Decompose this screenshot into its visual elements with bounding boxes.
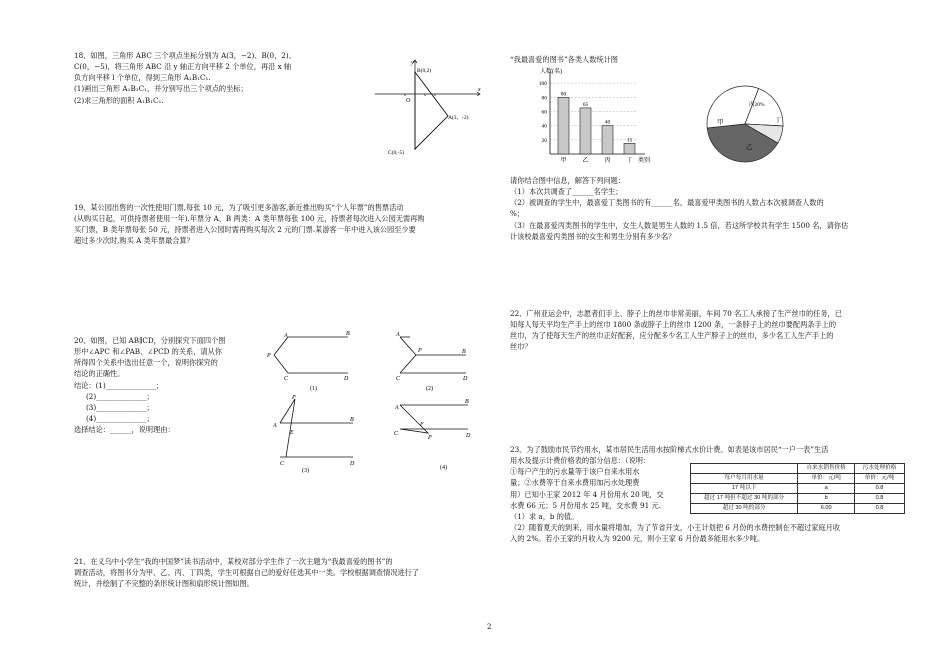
table-cell: 单价：元/吨 (855, 474, 905, 484)
y-tick-label: 20 (541, 137, 547, 144)
triangle-abc (415, 72, 448, 149)
label-a: A (395, 405, 399, 411)
q21-part-3b: 计该校最喜爱丙类图书的女生和男生分别有多少名？ (510, 231, 676, 241)
chart-title: “我最喜爱的图书”各类人数统计图 (510, 55, 618, 64)
label-c: C (284, 376, 289, 382)
q23-head-1: 23、为了鼓励市民节约用水，某市居民生活用水按阶梯式水价计费。如表是该市居民“一户一表”生活 (510, 445, 829, 454)
table-cell: 自来水销售价格 (798, 464, 855, 474)
bar-chart (520, 64, 660, 169)
caption-1: (1) (310, 386, 317, 392)
q20-line-1: 20、如图，已知 AB∥CD，分别探究下面四个图 (74, 336, 226, 345)
q23-side-4: 水费 66 元；5 月份用水 25 吨，交水费 91 元. (510, 500, 661, 510)
table-row (691, 484, 905, 494)
q21-part-2a: （2）被调查的学生中，最喜爱丁类图书的有______名，最喜爱甲类图书的人数占本次被调查人数的 (510, 198, 824, 208)
q21-line-1: 21、在义乌中小学生“我的中国梦”读书活动中，某校对部分学生作了一次主题为“我最喜爱的图书”的 (74, 557, 393, 566)
question-18 (74, 50, 364, 106)
table-cell: b (798, 494, 855, 504)
label-d: D (463, 376, 468, 382)
label-p: P (292, 395, 296, 401)
label-b: B (346, 331, 350, 337)
question-22 (510, 308, 920, 353)
q20-line-2: 形中∠APC 和∠PAB、∠PCD 的关系，请从你 (74, 347, 222, 357)
q21-line-2: 调查活动，将图书分为甲、乙、丙、丁四类，学生可根据自己的爱好任选其中一类。学校根据调查情况进行了 (74, 568, 420, 578)
bar-value-label: 65 (582, 101, 589, 108)
table-cell: 超过 17 吨但不超过 30 吨的部分 (691, 494, 798, 504)
q23-side-2: 量；②水费等于自来水费用加污水处理费 (510, 478, 640, 488)
pie-label-yi: 乙 (746, 144, 753, 151)
table-cell: 17 吨以下 (691, 484, 798, 494)
table-cell: 0.8 (855, 494, 905, 504)
q22-line-3: 丝巾，为了使每天生产的丝巾正好配套，应分配多少名工人生产脖子上的丝巾，多少名工人生产手上的 (510, 331, 834, 341)
label-b: B(0,2) (417, 68, 432, 74)
label-a: A (273, 423, 277, 429)
label-d: D (344, 376, 349, 382)
y-tick-label: 40 (541, 123, 547, 130)
table-cell: 超过 30 吨的部分 (691, 504, 798, 514)
bar-chart-ylabel: 人数(名) (540, 69, 562, 75)
table-cell: 0.8 (855, 484, 905, 494)
bar-4 (624, 143, 635, 154)
q19-line-1: 19、某公园出售的一次性使用门票,每张 10 元，为了吸引更多游客,新近推出购买“个人年票”的售票活动 (74, 203, 404, 212)
label-e: E (290, 430, 294, 436)
label-f: F (420, 422, 424, 428)
pie-label-bing: 丙20% (749, 102, 765, 108)
q20-line-3: 所得四个关系中选出任意一个，说明你探究的 (74, 358, 218, 368)
table-cell: 6.00 (798, 504, 855, 514)
bar-value-label: 80 (560, 91, 567, 98)
q20-figure-2 (388, 328, 478, 393)
pie-chart (700, 82, 790, 167)
label-b: B (465, 399, 469, 405)
table-cell (691, 464, 798, 474)
q19-line-3: 买门票，B 类年票每张 50 元，持票者进入公园时需再购买每次 2 元的门票.某游客一年中进入该公园至少要 (74, 225, 416, 235)
table-header-row (691, 474, 905, 484)
label-b: B (462, 349, 466, 355)
label-c: C (280, 461, 285, 467)
table-cell: 0.8 (855, 504, 905, 514)
label-y: y (411, 60, 414, 66)
q23-part-2a: （2）随着夏天的到来，用水量将增加，为了节省开支，小王计划把 6 月份的水费控制在不超过家庭月收 (510, 523, 840, 533)
question-19 (74, 202, 494, 247)
q21-part-2b: %； (510, 209, 525, 219)
q20-conclusion-1: 结论：(1)______________； (74, 380, 164, 390)
q23-head-2: 用水及提示计费价格表的部分信息：（说明： (510, 456, 651, 466)
q20-line-4: 结论的正确性。 (74, 369, 125, 379)
q21-line-3: 统计，并绘制了不完整的条形统计图和扇形统计图如图。 (74, 579, 254, 589)
label-p: P (418, 348, 422, 354)
q21-part-3a: （3）在最喜爱丙类图书的学生中，女生人数是男生人数的 1.5 倍，若这所学校共有学生 1500 名，请你估 (510, 220, 849, 230)
q20-figure-3 (268, 393, 368, 473)
label-d: D (350, 461, 355, 467)
q20-conclusion-3: (3)______________； (86, 402, 154, 412)
label-b: B (350, 417, 354, 423)
label-x: x (478, 87, 481, 93)
q18-line-3: 负方向平移 l 个单位，得到三角形 A₁B₁C₁. (74, 73, 211, 83)
x-category-label: 丁 (626, 158, 633, 164)
q20-conclusion-4: (4)______________； (86, 414, 154, 424)
pie-label-ding: 丁 (775, 118, 782, 124)
q18-line-1: 18、如图，三角形 ABC 三个项点坐标分别为 A(3，−2)、B(0，2)、 (74, 51, 296, 60)
label-c: C(0,-5) (388, 150, 405, 156)
bar-2 (580, 108, 591, 154)
q18-coordinate-figure (370, 55, 490, 165)
caption-2: (2) (426, 386, 433, 392)
label-a: A (396, 332, 400, 338)
label-a: A (284, 333, 288, 339)
table-row (691, 494, 905, 504)
q21-part-1: （1）本次共调查了______名学生； (510, 187, 623, 197)
caption-3: (3) (302, 468, 309, 473)
label-p: P (428, 435, 432, 441)
q23-part-2b: 入的 2%。若小王家的月收入为 9200 元，则小王家 6 月份最多能用水多少吨。 (510, 534, 765, 544)
bar-chart-xlabel: 类别 (638, 158, 651, 164)
q22-line-2: 知每人每天平均生产手上的丝巾 1800 条或脖子上的丝巾 1200 条，一条脖子上的丝巾要配两条手上的 (510, 320, 837, 330)
bar-value-label: 15 (626, 137, 633, 144)
q22-line-1: 22、广州亚运会中，志愿者们手上、脖子上的丝巾非常美丽，车间 70 名工人承接了生产丝巾的任务，已 (510, 309, 842, 318)
q20-figure-4 (390, 393, 480, 473)
q19-line-4: 超过多少次时,购买 A 类年票最合算？ (74, 236, 194, 246)
x-category-label: 甲 (560, 158, 567, 164)
q20-figure-1 (258, 328, 358, 393)
label-o: O (406, 98, 411, 104)
q20-conclusion-2: (2)______________； (86, 391, 154, 401)
q18-line-4: (1)画出三角形 A₁B₁C₁，并分别写出三个项点的坐标； (74, 84, 248, 94)
label-c: C (396, 376, 401, 382)
q21-intro: 请你结合图中信息，解答下列问题： (510, 176, 626, 185)
question-21-parts (510, 175, 920, 242)
q23-side-5: （1）求 a，b 的值。 (510, 511, 579, 521)
q20-choose: 选择结论：______，说明理由： (74, 425, 175, 435)
q18-line-2: C(0，−5)，将三角形 ABC 沿 y 轴正方向平移 2 个单位，再沿 x 轴 (74, 62, 292, 72)
table-cell: 污水处理价格 (855, 464, 905, 474)
table-row (691, 504, 905, 514)
label-p: P (267, 353, 271, 359)
y-tick-label: 100 (538, 81, 547, 88)
pie-label-jia: 甲 (717, 119, 724, 126)
table-cell: a (798, 484, 855, 494)
q18-line-5: (2)求三角形的面积 A₁B₁C₁. (74, 95, 164, 105)
bar-3 (602, 126, 613, 154)
q19-line-2: (从购买日起，可供持票者使用一年).年票分 A、B 两类：A 类年票每张 100 元，持票者每次进入公园无需再购 (74, 214, 425, 224)
question-21 (74, 556, 494, 589)
y-tick-label: 60 (541, 109, 547, 116)
label-a: A(3，-2) (448, 115, 469, 121)
y-tick-label: 80 (541, 95, 547, 102)
caption-4: (4) (440, 465, 447, 471)
label-c: C (394, 431, 399, 437)
water-price-table (690, 463, 905, 514)
q23-side-1: ①每户产生的污水量等于该户自来水用水 (510, 467, 640, 477)
table-cell: 单价：元/吨 (798, 474, 855, 484)
label-d: D (466, 433, 471, 439)
table-header-row (691, 464, 905, 474)
table-cell: 每户每月用水量 (691, 474, 798, 484)
q22-line-4: 丝巾？ (510, 342, 532, 352)
x-category-label: 乙 (582, 158, 589, 164)
bar-1 (558, 97, 569, 154)
bar-value-label: 40 (604, 119, 611, 126)
question-20 (74, 335, 274, 435)
page-number: 2 (487, 623, 492, 631)
q23-side-3: 用）已知小王家 2012 年 4 月份用水 20 吨，交 (510, 489, 664, 499)
x-category-label: 丙 (604, 158, 611, 164)
